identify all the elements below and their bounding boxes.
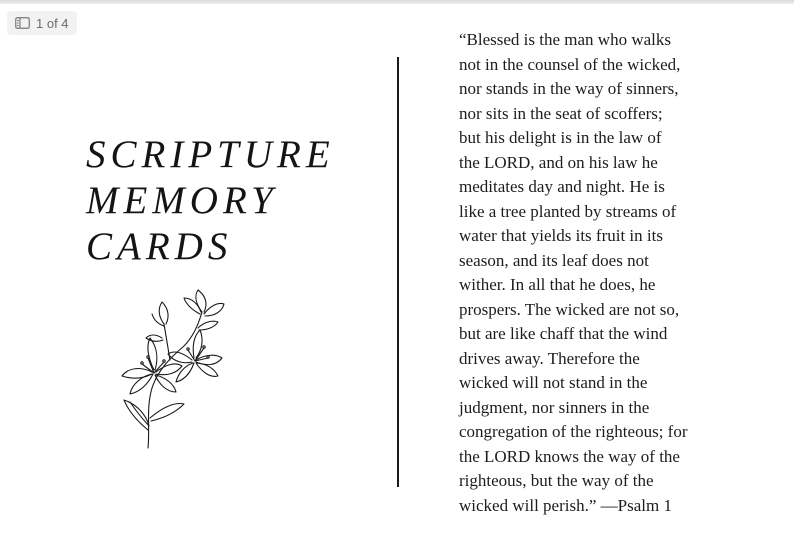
lily-flower-icon — [118, 288, 228, 454]
verse-line: nor stands in the way of sinners, — [459, 79, 679, 98]
verse-line: prospers. The wicked are not so, — [459, 299, 680, 319]
verse-line: wicked will not stand in the — [459, 373, 648, 392]
verse-line: season, and its leaf does not — [459, 250, 649, 270]
verse-line: nor sits in the seat of scoffers; — [459, 103, 663, 123]
title-line-3: CARDS — [86, 225, 233, 268]
page-thumbnail-icon — [15, 17, 30, 29]
verse-line: righteous, but the way of the — [459, 471, 654, 490]
verse-line: congregation of the righteous; for — [459, 422, 688, 441]
verse-line: “Blessed is the man who walks — [459, 30, 671, 49]
title-line-1: SCRIPTURE — [86, 133, 335, 176]
verse-line: but his delight is in the law of — [459, 128, 662, 147]
verse-line: water that yields its fruit in its — [459, 226, 663, 245]
verse-line: wicked will perish.” —Psalm 1 — [459, 495, 672, 515]
verse-line: meditates day and night. He is — [459, 177, 665, 196]
verse-line: but are like chaff that the wind — [459, 324, 668, 343]
verse-text — [459, 28, 759, 518]
verse-line: the LORD, and on his law he — [459, 152, 658, 172]
verse-line: like a tree planted by streams of — [459, 201, 677, 221]
verse-line: drives away. Therefore the — [459, 348, 640, 368]
title-line-2: MEMORY — [86, 179, 278, 222]
card-title — [86, 132, 335, 270]
verse-line: the LORD knows the way of the — [459, 446, 680, 466]
verse-line: not in the counsel of the wicked, — [459, 54, 681, 74]
verse-line: judgment, nor sinners in the — [459, 397, 650, 417]
viewer-top-edge — [0, 0, 794, 4]
card-divider — [397, 57, 399, 487]
page-indicator-label: 1 of 4 — [36, 15, 69, 31]
page-indicator-button[interactable] — [7, 11, 77, 35]
verse-line: wither. In all that he does, he — [459, 275, 656, 294]
